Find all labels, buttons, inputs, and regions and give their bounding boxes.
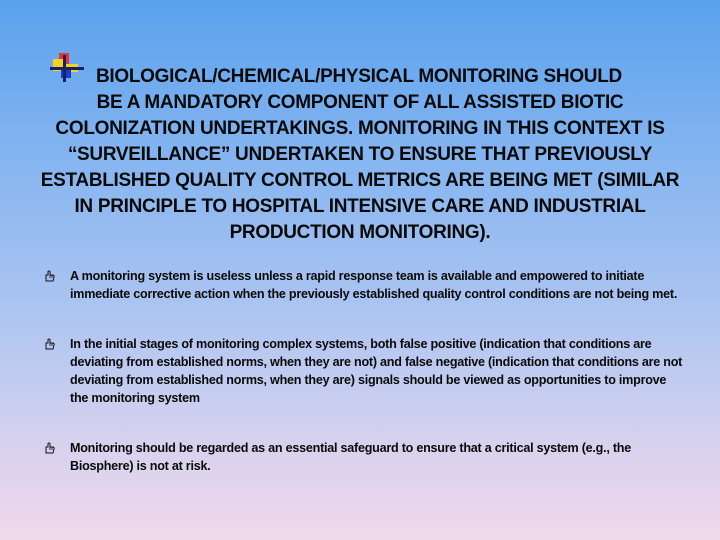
- bullet-text: In the initial stages of monitoring complex systems, both false positive (indication that conditions are deviating from established norms, when they are not) and false negative (indication that conditions are not deviating from established norms, when they are) signals should be viewed as opportunities to improve the monitoring system: [70, 337, 683, 405]
- pointing-hand-icon: [44, 441, 56, 453]
- bullet-item: [44, 439, 684, 475]
- bullet-text: A monitoring system is useless unless a rapid response team is available and empowered to initiate immediate corrective action when the previously established quality control conditions are not being met.: [70, 269, 678, 301]
- bullet-text: Monitoring should be regarded as an essential safeguard to ensure that a critical system (e.g., the Biosphere) is not at risk.: [70, 441, 632, 473]
- title-body: BE A MANDATORY COMPONENT OF ALL ASSISTED BIOTIC COLONIZATION UNDERTAKINGS. MONITORING IN THIS CONTEXT IS “SURVEILLANCE” UNDERTAKEN TO ENSURE THAT PREVIOUSLY ESTABLISHED QUALITY CONTROL METRICS ARE BEING MET (SIMILAR IN PRINCIPLE TO HOSPITAL INTENSIVE CARE AND INDUSTRIAL PRODUCTION MONITORING).: [40, 92, 680, 243]
- slide-title: [34, 64, 686, 246]
- bullet-list: [44, 267, 684, 475]
- pointing-hand-icon: [44, 337, 56, 349]
- title-line-1: BIOLOGICAL/CHEMICAL/PHYSICAL MONITORING SHOULD: [96, 66, 622, 87]
- bullet-item: [44, 335, 684, 407]
- bullet-item: [44, 267, 684, 303]
- pointing-hand-icon: [44, 269, 56, 281]
